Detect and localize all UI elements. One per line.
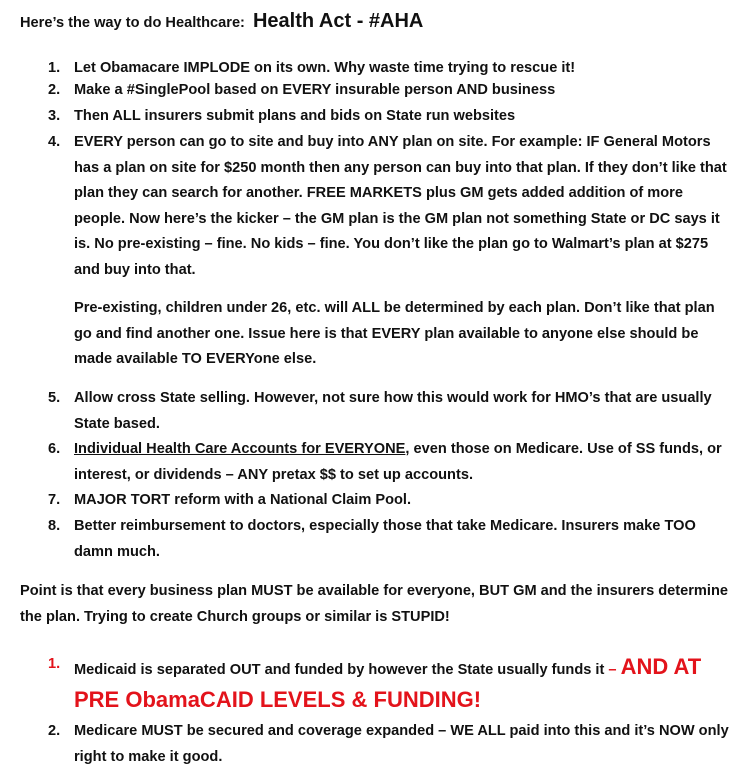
list-item xyxy=(74,437,734,488)
list-item: MAJOR TORT reform with a National Claim Pool. xyxy=(74,492,412,508)
list-item-number: 6. xyxy=(48,441,61,457)
list-item: Make a #SinglePool based on EVERY insurable person AND business xyxy=(74,82,556,98)
list-item-text: Medicaid is separated OUT and funded by however the State usually funds it xyxy=(74,662,605,678)
list-item xyxy=(74,652,734,718)
list-item-continuation: Pre-existing, children under 26, etc. will ALL be determined by each plan. Don’t like that plan go and find another one. Issue here is that EVERY plan available to anyone else should be made available TO EVERYone else. xyxy=(74,300,715,367)
list-item-number: 3. xyxy=(48,108,61,124)
list-item-number: 2. xyxy=(48,82,61,98)
title-lead: Here’s the way to do Healthcare: xyxy=(20,15,245,31)
underlined-phrase: Individual Health Care Accounts for EVERYONE xyxy=(74,441,406,457)
document-title xyxy=(20,10,423,33)
list-item-number: 4. xyxy=(48,134,61,150)
list-item-number: 1. xyxy=(48,60,61,76)
list-item-number: 7. xyxy=(48,492,61,508)
list-item: Medicare MUST be secured and coverage expanded – WE ALL paid into this and it’s NOW only right to make it good. xyxy=(74,723,729,765)
list-item: EVERY person can go to site and buy into ANY plan on site. For example: IF General Motors has a plan on site for $250 month then any person can buy into that plan. If they don’t like that plan they can search for another. FREE MARKETS plus GM gets added addition of more people. Now here’s the kicker – the GM plan is the GM plan not something State or DC says it is. No pre-existing – fine. No kids – fine. You don’t like the plan go to Walmart’s plan at $275 and buy into that. xyxy=(74,134,727,278)
list-item-number: 2. xyxy=(48,723,61,739)
red-dash: – xyxy=(604,662,621,678)
red-emphasis: AND AT PRE ObamaCAID LEVELS & FUNDING! xyxy=(74,654,702,712)
list-item-number: 5. xyxy=(48,390,61,406)
list-item: Then ALL insurers submit plans and bids on State run websites xyxy=(74,108,516,124)
list-item: Better reimbursement to doctors, especially those that take Medicare. Insurers make TOO damn much. xyxy=(74,518,696,560)
point-paragraph: Point is that every business plan MUST be available for everyone, BUT GM and the insurers determine the plan. Trying to create Church groups or similar is STUPID! xyxy=(20,583,728,625)
list-item-rest: , even those on Medicare. Use of SS funds, or interest, or dividends – ANY pretax $$ to set up accounts. xyxy=(74,441,722,483)
list-item-number: 1. xyxy=(48,656,61,672)
list-item: Allow cross State selling. However, not sure how this would work for HMO’s that are usually State based. xyxy=(74,390,712,432)
list-item-number: 8. xyxy=(48,518,61,534)
title-headline: Health Act - #AHA xyxy=(252,10,424,32)
list-item: Let Obamacare IMPLODE on its own. Why waste time trying to rescue it! xyxy=(74,60,576,76)
